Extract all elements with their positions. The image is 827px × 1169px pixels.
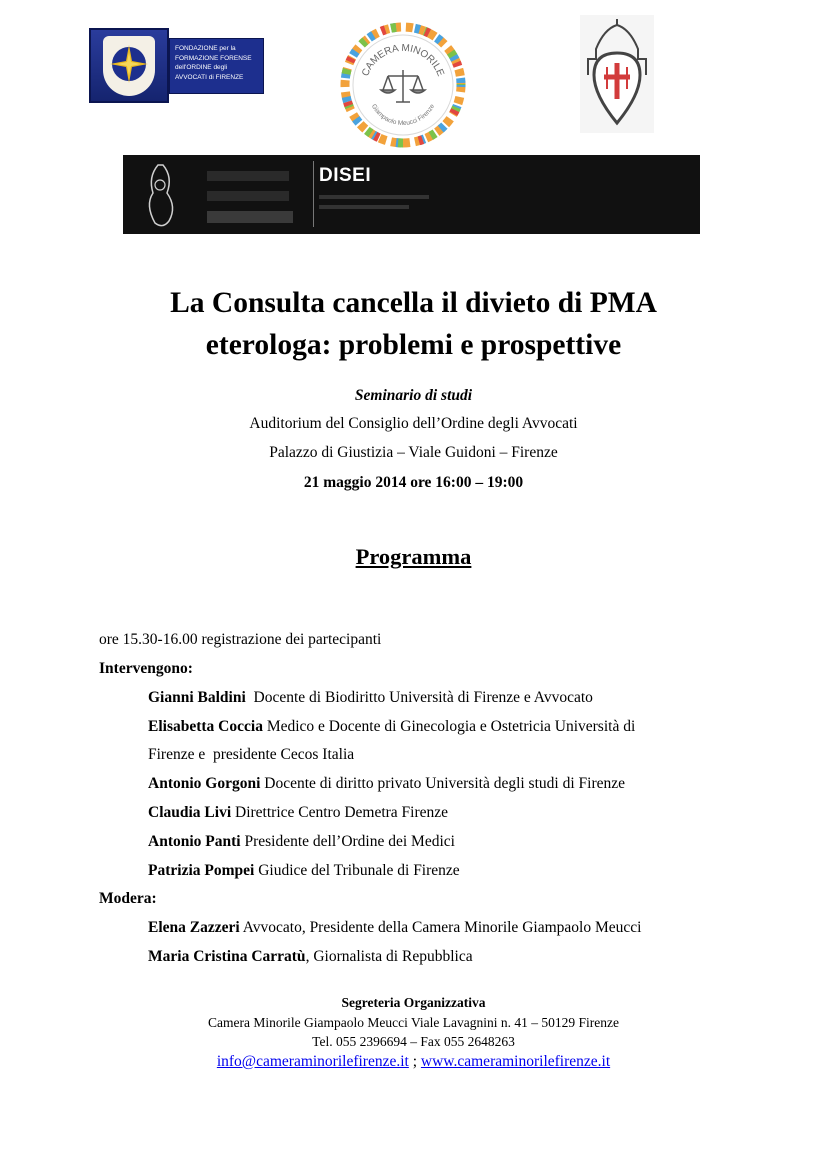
speaker-item	[148, 718, 635, 736]
modera-label: Modera:	[99, 890, 157, 907]
title-line-2: eterologa: problemi e prospettive	[205, 329, 622, 361]
speaker-name: Elisabetta Coccia	[148, 718, 263, 735]
moderator-item	[148, 919, 641, 937]
title-line-1: La Consulta cancella il divieto di PMA	[170, 287, 657, 319]
event-address: Palazzo di Giustizia – Viale Guidoni – Firenze	[269, 444, 558, 461]
university-emblem-icon	[123, 155, 323, 234]
speaker-item	[148, 804, 448, 822]
disei-label: DISEI	[319, 165, 372, 186]
disei-banner	[123, 155, 700, 234]
speaker-name: Antonio Gorgoni	[148, 775, 261, 792]
speaker-name: Claudia Livi	[148, 804, 232, 821]
event-type: Seminario di studi	[354, 387, 473, 404]
speaker-item	[148, 689, 593, 707]
moderator-name: Elena Zazzeri	[148, 919, 240, 936]
speaker-role: Medico e Docente di Ginecologia e Ostetricia Università di	[262, 718, 636, 735]
speaker-role: Direttrice Centro Demetra Firenze	[231, 804, 449, 821]
intervengono-label: Intervengono:	[99, 660, 193, 677]
registration-line: ore 15.30-16.00 registrazione dei partecipanti	[99, 631, 382, 648]
fondazione-name: FONDAZIONE per la FORMAZIONE FORENSE dell'ORDINE degli AVVOCATI di FIRENZE	[169, 38, 264, 94]
footer-links	[0, 1053, 827, 1071]
banner-divider	[313, 161, 314, 227]
event-venue: Auditorium del Consiglio dell’Ordine degli Avvocati	[249, 415, 578, 432]
footer-heading: Segreteria Organizzativa	[341, 995, 486, 1010]
speaker-item	[148, 775, 625, 793]
speaker-item	[148, 833, 455, 851]
speaker-name: Antonio Panti	[148, 833, 241, 850]
event-date: 21 maggio 2014 ore 16:00 – 19:00	[303, 474, 524, 491]
fondazione-shield	[89, 28, 169, 103]
email-link[interactable]: info@cameraminorilefirenze.it	[216, 1053, 409, 1070]
website-link[interactable]: www.cameraminorilefirenze.it	[420, 1053, 611, 1070]
speaker-role-continued: Firenze e presidente Cecos Italia	[148, 746, 355, 763]
moderator-role: Avvocato, Presidente della Camera Minorile Giampaolo Meucci	[239, 919, 642, 936]
speaker-role: Giudice del Tribunale di Firenze	[254, 862, 460, 879]
moderator-name: Maria Cristina Carratù	[148, 948, 306, 965]
speaker-role: Presidente dell’Ordine dei Medici	[240, 833, 455, 850]
moderator-role: , Giornalista di Repubblica	[305, 948, 473, 965]
speaker-role: Docente di Biodiritto Università di Firenze e Avvocato	[245, 689, 593, 706]
cupola-logo	[580, 15, 654, 133]
speaker-name: Patrizia Pompei	[148, 862, 255, 879]
camera-minorile-subtitle: Giampaolo Meucci Firenze	[369, 103, 437, 128]
speaker-item	[148, 862, 460, 880]
speaker-name: Gianni Baldini	[148, 689, 246, 706]
document-title	[0, 282, 827, 366]
fondazione-forense-logo	[89, 28, 264, 103]
moderator-item	[148, 948, 473, 966]
link-separator: ;	[408, 1053, 421, 1070]
cupola-logo-icon	[580, 15, 654, 133]
compass-star-icon	[103, 36, 155, 96]
programma-heading: Programma	[355, 544, 472, 569]
speaker-role: Docente di diritto privato Università degli studi di Firenze	[260, 775, 625, 792]
camera-minorile-logo	[336, 22, 470, 148]
footer-phone: Tel. 055 2396694 – Fax 055 2648263	[312, 1034, 515, 1049]
camera-minorile-arc-text: CAMERA MINORILE	[360, 42, 446, 78]
footer-address: Camera Minorile Giampaolo Meucci Viale Lavagnini n. 41 – 50129 Firenze	[208, 1015, 619, 1030]
